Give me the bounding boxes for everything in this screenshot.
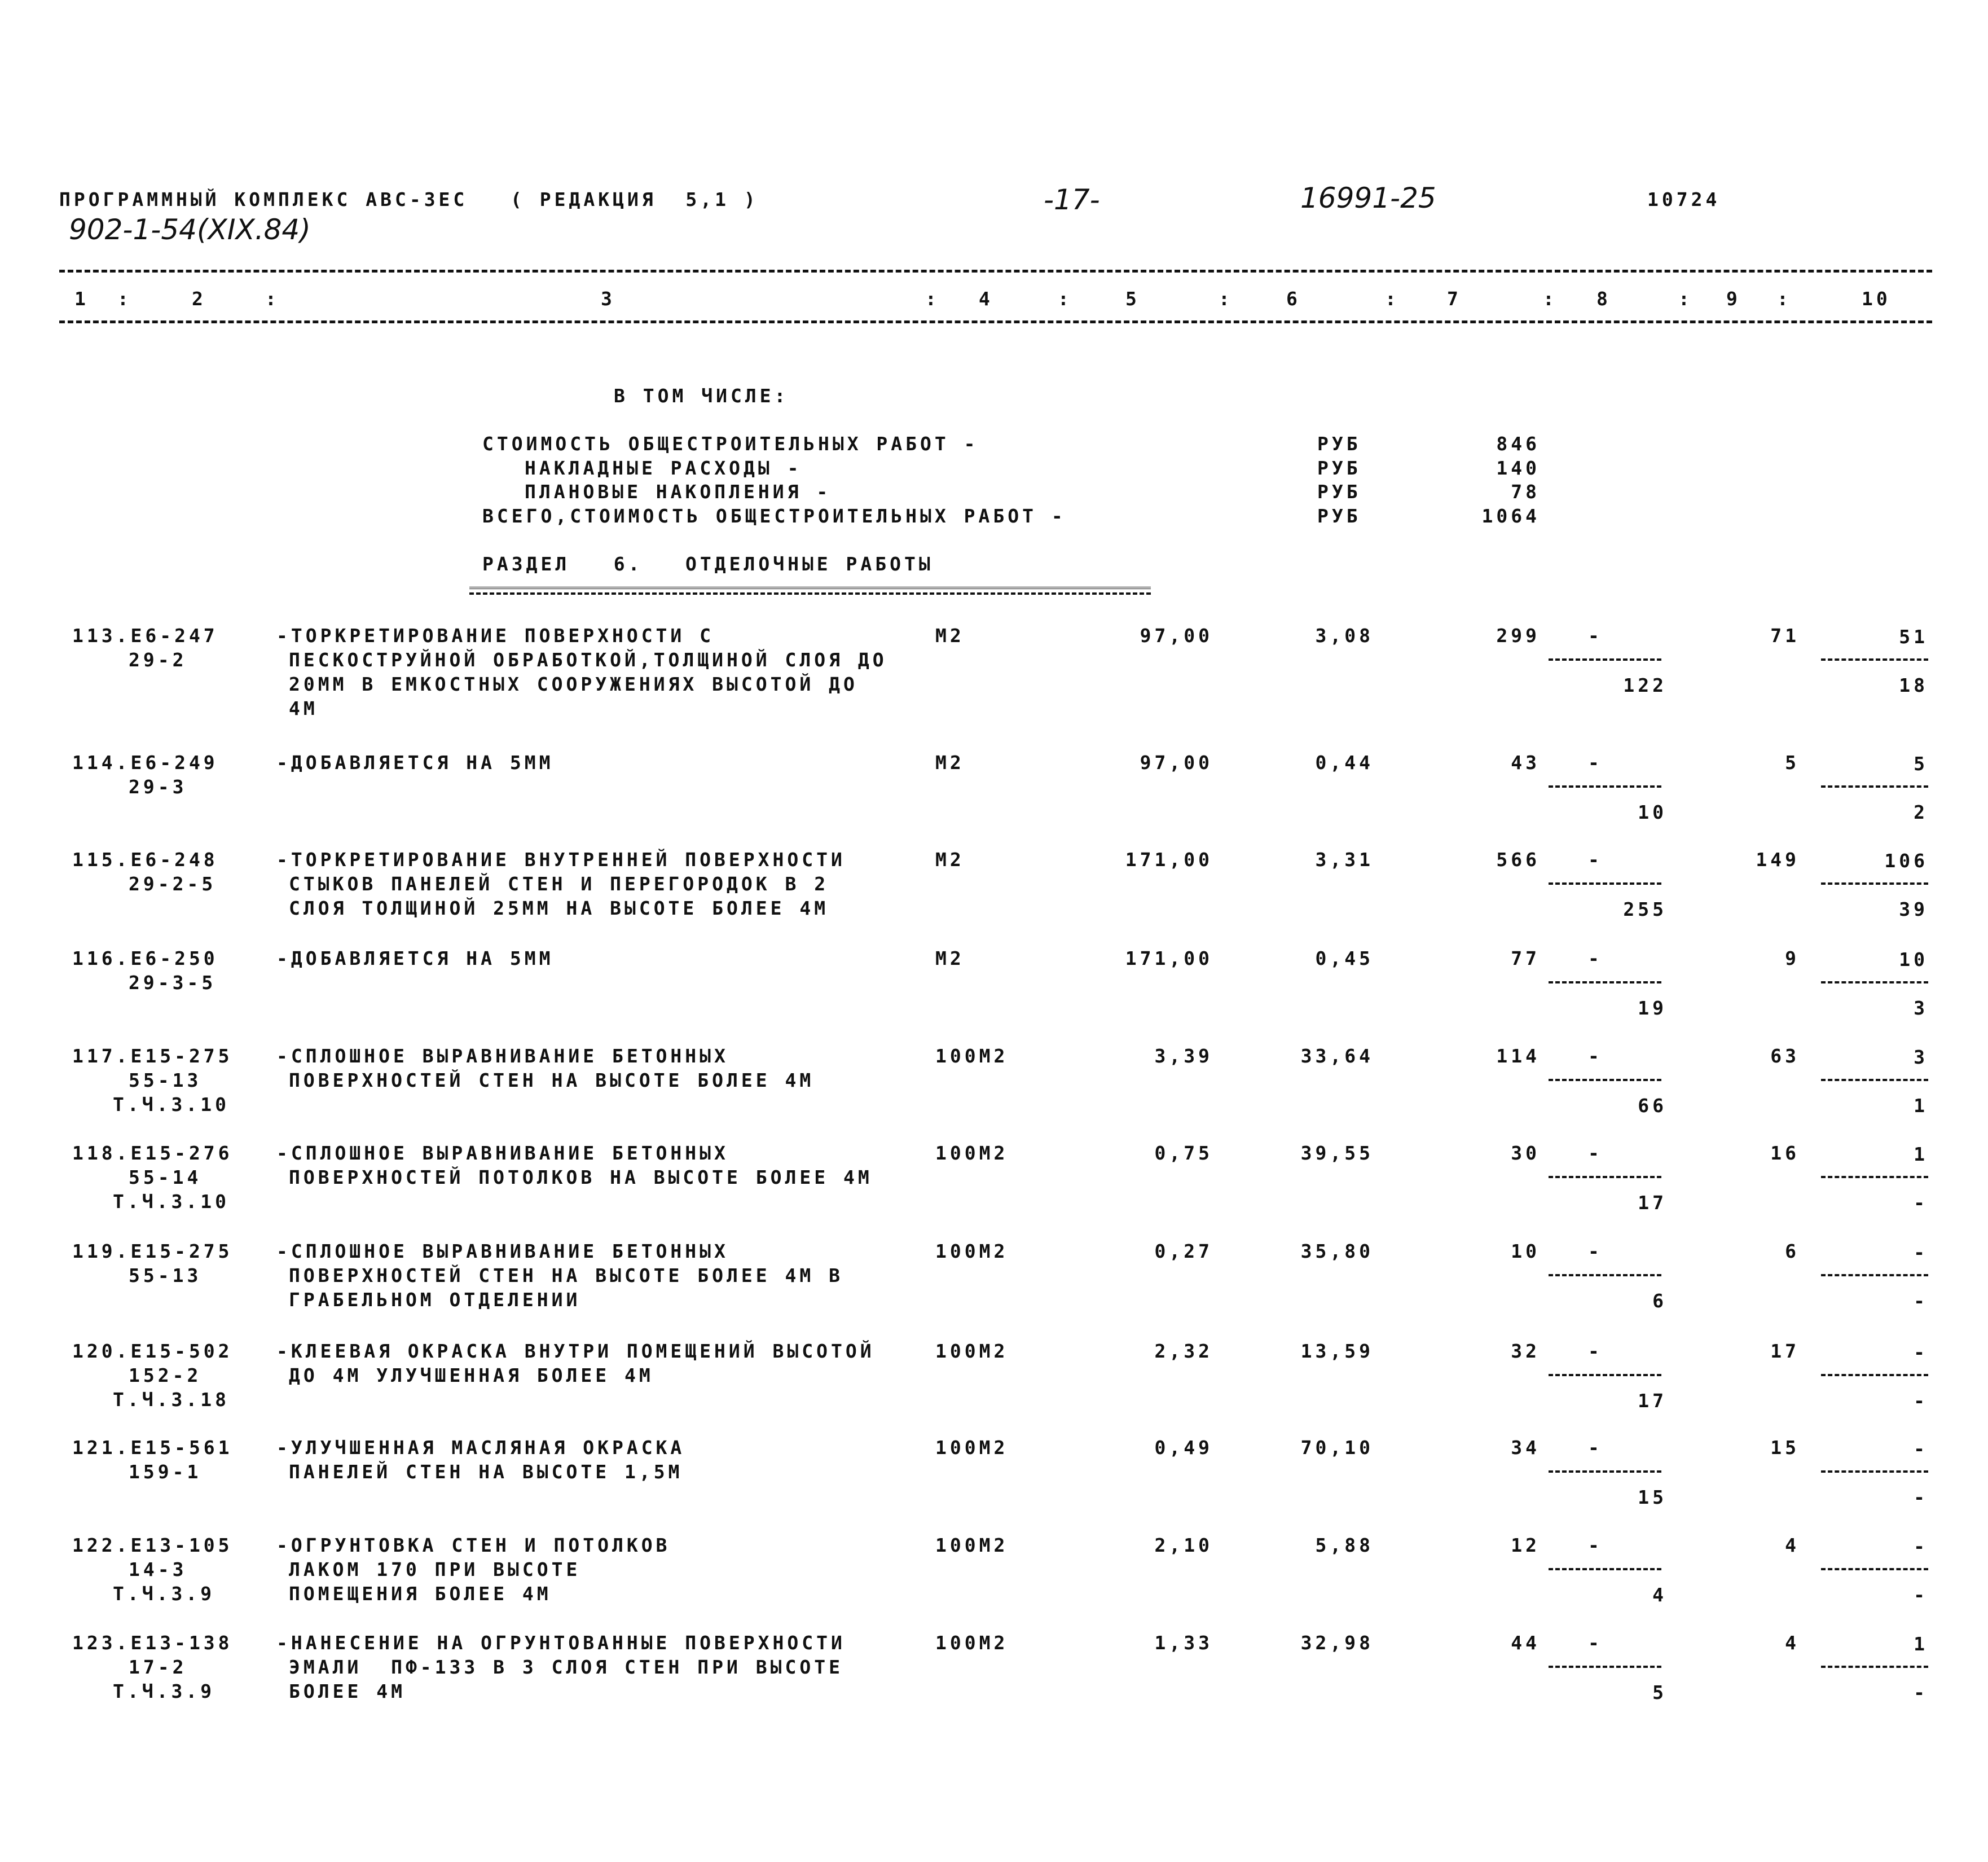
- row-col9: 63: [1770, 1045, 1800, 1067]
- handwritten-project: 902-1-54(XIX.84): [69, 213, 311, 246]
- row-code: 120.Е15-502: [72, 1340, 233, 1362]
- row-total: 114: [1496, 1045, 1540, 1067]
- row-code: Т.Ч.3.18: [113, 1389, 230, 1411]
- row-unit: 100М2: [935, 1437, 1009, 1459]
- column-number-4: 4: [979, 288, 993, 310]
- row-unit: 100М2: [935, 1534, 1009, 1556]
- row-quantity: 0,27: [1154, 1240, 1213, 1262]
- summary-value: 140: [1496, 457, 1540, 479]
- column-separator: :: [265, 288, 280, 310]
- column-separator: :: [1219, 288, 1233, 310]
- row-unit-price: 3,31: [1315, 849, 1374, 871]
- row-col10-bottom: 1: [1914, 1095, 1928, 1117]
- row-col8-top: -: [1588, 1437, 1603, 1459]
- row-col10-divider: [1821, 882, 1928, 885]
- row-description: ЭМАЛИ ПФ-133 В 3 СЛОЯ СТЕН ПРИ ВЫСОТЕ: [289, 1656, 843, 1678]
- row-col9: 71: [1770, 625, 1800, 647]
- row-col8-divider: [1549, 1568, 1661, 1570]
- row-col8-divider: [1549, 882, 1661, 885]
- summary-unit: РУБ: [1317, 505, 1361, 527]
- summary-label: НАКЛАДНЫЕ РАСХОДЫ -: [525, 457, 802, 479]
- row-quantity: 97,00: [1140, 625, 1213, 647]
- row-col10-divider: [1821, 1374, 1928, 1376]
- row-total: 30: [1511, 1142, 1540, 1164]
- row-col8-divider: [1549, 1079, 1661, 1081]
- row-col10-bottom: 39: [1899, 898, 1928, 920]
- row-description: ЛАКОМ 170 ПРИ ВЫСОТЕ: [289, 1558, 581, 1580]
- row-unit: М2: [935, 625, 965, 647]
- row-description: -СПЛОШНОЕ ВЫРАВНИВАНИЕ БЕТОННЫХ: [276, 1142, 729, 1164]
- row-quantity: 2,32: [1154, 1340, 1213, 1362]
- row-unit: 100М2: [935, 1240, 1009, 1262]
- column-number-7: 7: [1447, 288, 1462, 310]
- summary-label: ПЛАНОВЫЕ НАКОПЛЕНИЯ -: [525, 481, 832, 503]
- row-col8-top: -: [1588, 1045, 1603, 1067]
- row-col10-divider: [1821, 1470, 1928, 1473]
- row-code: 152-2: [129, 1364, 202, 1386]
- column-separator: :: [117, 288, 132, 310]
- row-description: -КЛЕЕВАЯ ОКРАСКА ВНУТРИ ПОМЕЩЕНИЙ ВЫСОТОЙ: [276, 1340, 875, 1362]
- row-unit: 100М2: [935, 1142, 1009, 1164]
- row-col8-divider: [1549, 785, 1661, 788]
- row-code: 14-3: [129, 1558, 187, 1580]
- row-unit-price: 0,45: [1315, 947, 1374, 969]
- row-col8-bottom: 17: [1638, 1192, 1667, 1214]
- row-col10-bottom: -: [1914, 1584, 1928, 1606]
- row-col9: 6: [1785, 1240, 1800, 1262]
- summary-unit: РУБ: [1317, 433, 1361, 455]
- row-description: -ТОРКРЕТИРОВАНИЕ ВНУТРЕННЕЙ ПОВЕРХНОСТИ: [276, 849, 846, 871]
- header-rule-bottom: [59, 320, 1932, 323]
- row-col10-top: 106: [1884, 850, 1928, 872]
- summary-unit: РУБ: [1317, 457, 1361, 479]
- row-code: 29-2-5: [129, 873, 217, 895]
- row-col10-divider: [1821, 981, 1928, 983]
- row-col8-divider: [1549, 1470, 1661, 1473]
- row-unit-price: 32,98: [1300, 1632, 1374, 1654]
- row-code: Т.Ч.3.10: [113, 1094, 230, 1116]
- row-col8-bottom: 66: [1638, 1095, 1667, 1117]
- row-total: 10: [1511, 1240, 1540, 1262]
- row-unit: 100М2: [935, 1045, 1009, 1067]
- section-underline: [469, 587, 1151, 595]
- row-col9: 15: [1770, 1437, 1800, 1459]
- row-col10-divider: [1821, 785, 1928, 788]
- page-number: -17-: [1044, 183, 1100, 216]
- row-code: Т.Ч.3.10: [113, 1191, 230, 1213]
- row-col9: 9: [1785, 947, 1800, 969]
- row-code: Т.Ч.3.9: [113, 1680, 215, 1702]
- row-code: 117.Е15-275: [72, 1045, 233, 1067]
- row-col10-top: -: [1914, 1438, 1928, 1460]
- column-separator: :: [925, 288, 940, 310]
- row-col10-divider: [1821, 1079, 1928, 1081]
- row-col8-top: -: [1588, 1632, 1603, 1654]
- handwritten-code: 16991-25: [1300, 182, 1436, 214]
- row-col8-divider: [1549, 1374, 1661, 1376]
- row-col10-top: 5: [1914, 753, 1928, 775]
- row-description: -ДОБАВЛЯЕТСЯ НА 5ММ: [276, 947, 554, 969]
- row-col10-divider: [1821, 1568, 1928, 1570]
- row-description: -СПЛОШНОЕ ВЫРАВНИВАНИЕ БЕТОННЫХ: [276, 1240, 729, 1262]
- row-unit: 100М2: [935, 1632, 1009, 1654]
- row-col8-top: -: [1588, 947, 1603, 969]
- column-number-6: 6: [1286, 288, 1301, 310]
- row-description: ГРАБЕЛЬНОМ ОТДЕЛЕНИИ: [289, 1289, 581, 1311]
- row-col10-top: 1: [1914, 1633, 1928, 1655]
- row-code: 159-1: [129, 1461, 202, 1483]
- row-description: -СПЛОШНОЕ ВЫРАВНИВАНИЕ БЕТОННЫХ: [276, 1045, 729, 1067]
- row-unit-price: 3,08: [1315, 625, 1374, 647]
- row-description: ПОВЕРХНОСТЕЙ СТЕН НА ВЫСОТЕ БОЛЕЕ 4М: [289, 1069, 815, 1091]
- row-description: ПОВЕРХНОСТЕЙ ПОТОЛКОВ НА ВЫСОТЕ БОЛЕЕ 4М: [289, 1166, 873, 1188]
- row-col8-top: -: [1588, 1340, 1603, 1362]
- row-quantity: 2,10: [1154, 1534, 1213, 1556]
- row-total: 34: [1511, 1437, 1540, 1459]
- column-number-5: 5: [1125, 288, 1140, 310]
- column-separator: :: [1777, 288, 1792, 310]
- row-col10-bottom: -: [1914, 1681, 1928, 1703]
- row-unit-price: 13,59: [1300, 1340, 1374, 1362]
- row-description: ДО 4М УЛУЧШЕННАЯ БОЛЕЕ 4М: [289, 1364, 654, 1386]
- row-col10-top: 1: [1914, 1143, 1928, 1165]
- row-quantity: 3,39: [1154, 1045, 1213, 1067]
- row-unit: М2: [935, 849, 965, 871]
- row-description: 4М: [289, 697, 318, 719]
- row-quantity: 97,00: [1140, 752, 1213, 774]
- row-col9: 4: [1785, 1534, 1800, 1556]
- summary-value: 78: [1511, 481, 1540, 503]
- row-code: 122.Е13-105: [72, 1534, 233, 1556]
- row-col10-bottom: -: [1914, 1290, 1928, 1312]
- row-col10-top: 3: [1914, 1046, 1928, 1068]
- summary-unit: РУБ: [1317, 481, 1361, 503]
- row-col9: 4: [1785, 1632, 1800, 1654]
- row-unit-price: 0,44: [1315, 752, 1374, 774]
- row-code: 121.Е15-561: [72, 1437, 233, 1459]
- row-col10-divider: [1821, 658, 1928, 661]
- row-code: 29-2: [129, 649, 187, 671]
- row-total: 32: [1511, 1340, 1540, 1362]
- row-description: ПОВЕРХНОСТЕЙ СТЕН НА ВЫСОТЕ БОЛЕЕ 4М В: [289, 1264, 843, 1286]
- row-col10-top: -: [1914, 1241, 1928, 1263]
- row-col10-divider: [1821, 1666, 1928, 1668]
- row-col10-top: -: [1914, 1535, 1928, 1557]
- row-description: -ОГРУНТОВКА СТЕН И ПОТОЛКОВ: [276, 1534, 671, 1556]
- header-rule-top: [59, 270, 1932, 273]
- row-quantity: 171,00: [1125, 947, 1213, 969]
- row-description: БОЛЕЕ 4М: [289, 1680, 406, 1702]
- row-description: -ДОБАВЛЯЕТСЯ НА 5ММ: [276, 752, 554, 774]
- column-number-9: 9: [1726, 288, 1741, 310]
- row-code: 113.Е6-247: [72, 625, 218, 647]
- row-col9: 149: [1756, 849, 1800, 871]
- row-col10-divider: [1821, 1176, 1928, 1178]
- row-description: СЛОЯ ТОЛЩИНОЙ 25ММ НА ВЫСОТЕ БОЛЕЕ 4М: [289, 897, 829, 919]
- row-description: СТЫКОВ ПАНЕЛЕЙ СТЕН И ПЕРЕГОРОДОК В 2: [289, 873, 829, 895]
- row-code: 17-2: [129, 1656, 187, 1678]
- row-code: 123.Е13-138: [72, 1632, 233, 1654]
- row-total: 43: [1511, 752, 1540, 774]
- summary-label: ВСЕГО,СТОИМОСТЬ ОБЩЕСТРОИТЕЛЬНЫХ РАБОТ -: [482, 505, 1066, 527]
- row-col8-divider: [1549, 1274, 1661, 1276]
- summary-heading: В ТОМ ЧИСЛЕ:: [614, 385, 789, 407]
- summary-value: 846: [1496, 433, 1540, 455]
- row-total: 299: [1496, 625, 1540, 647]
- row-unit-price: 33,64: [1300, 1045, 1374, 1067]
- document-number: 10724: [1647, 188, 1721, 210]
- row-unit: М2: [935, 947, 965, 969]
- row-col10-bottom: 18: [1899, 674, 1928, 696]
- row-description: 20ММ В ЕМКОСТНЫХ СООРУЖЕНИЯХ ВЫСОТОЙ ДО: [289, 673, 858, 695]
- column-number-3: 3: [601, 288, 615, 310]
- row-code: 114.Е6-249: [72, 752, 218, 774]
- row-total: 77: [1511, 947, 1540, 969]
- row-code: 115.Е6-248: [72, 849, 218, 871]
- row-code: 116.Е6-250: [72, 947, 218, 969]
- row-total: 44: [1511, 1632, 1540, 1654]
- row-unit-price: 70,10: [1300, 1437, 1374, 1459]
- row-total: 566: [1496, 849, 1540, 871]
- row-col9: 17: [1770, 1340, 1800, 1362]
- row-col8-bottom: 15: [1638, 1486, 1667, 1508]
- row-col10-bottom: -: [1914, 1390, 1928, 1412]
- row-code: 55-13: [129, 1264, 202, 1286]
- summary-value: 1064: [1481, 505, 1540, 527]
- column-number-8: 8: [1596, 288, 1611, 310]
- row-col8-bottom: 19: [1638, 997, 1667, 1019]
- row-description: ПАНЕЛЕЙ СТЕН НА ВЫСОТЕ 1,5М: [289, 1461, 683, 1483]
- column-separator: :: [1543, 288, 1558, 310]
- row-col8-top: -: [1588, 1534, 1603, 1556]
- column-number-2: 2: [192, 288, 206, 310]
- row-code: 55-13: [129, 1069, 202, 1091]
- row-col8-top: -: [1588, 625, 1603, 647]
- row-description: -ТОРКРЕТИРОВАНИЕ ПОВЕРХНОСТИ С: [276, 625, 715, 647]
- edition: ( РЕДАКЦИЯ 5,1 ): [511, 188, 759, 210]
- row-code: 119.Е15-275: [72, 1240, 233, 1262]
- row-col10-top: -: [1914, 1341, 1928, 1363]
- column-separator: :: [1678, 288, 1693, 310]
- row-unit: 100М2: [935, 1340, 1009, 1362]
- row-code: 29-3: [129, 776, 187, 798]
- row-col8-top: -: [1588, 849, 1603, 871]
- row-code: 29-3-5: [129, 972, 217, 994]
- row-col9: 16: [1770, 1142, 1800, 1164]
- row-unit-price: 5,88: [1315, 1534, 1374, 1556]
- row-col10-top: 10: [1899, 948, 1928, 970]
- row-col8-divider: [1549, 1176, 1661, 1178]
- row-col10-bottom: 3: [1914, 997, 1928, 1019]
- row-quantity: 0,75: [1154, 1142, 1213, 1164]
- section-title: ОТДЕЛОЧНЫЕ РАБОТЫ: [685, 553, 934, 575]
- column-number-1: 1: [74, 288, 89, 310]
- row-description: -УЛУЧШЕННАЯ МАСЛЯНАЯ ОКРАСКА: [276, 1437, 685, 1459]
- row-col8-bottom: 122: [1623, 674, 1667, 696]
- row-unit: М2: [935, 752, 965, 774]
- row-col8-divider: [1549, 1666, 1661, 1668]
- row-col10-bottom: -: [1914, 1192, 1928, 1214]
- row-col8-bottom: 17: [1638, 1390, 1667, 1412]
- row-col8-bottom: 255: [1623, 898, 1667, 920]
- row-col10-divider: [1821, 1274, 1928, 1276]
- row-code: Т.Ч.3.9: [113, 1583, 215, 1605]
- row-col8-bottom: 4: [1652, 1584, 1667, 1606]
- row-unit-price: 35,80: [1300, 1240, 1374, 1262]
- section-number: РАЗДЕЛ 6.: [482, 553, 643, 575]
- row-description: -НАНЕСЕНИЕ НА ОГРУНТОВАННЫЕ ПОВЕРХНОСТИ: [276, 1632, 846, 1654]
- row-quantity: 1,33: [1154, 1632, 1213, 1654]
- row-col8-divider: [1549, 981, 1661, 983]
- row-unit-price: 39,55: [1300, 1142, 1374, 1164]
- row-col8-bottom: 10: [1638, 801, 1667, 823]
- row-code: 55-14: [129, 1166, 202, 1188]
- row-col8-top: -: [1588, 752, 1603, 774]
- row-col8-divider: [1549, 658, 1661, 661]
- row-total: 12: [1511, 1534, 1540, 1556]
- row-quantity: 0,49: [1154, 1437, 1213, 1459]
- row-quantity: 171,00: [1125, 849, 1213, 871]
- program-name: ПРОГРАММНЫЙ КОМПЛЕКС АВС-ЗЕС: [59, 188, 468, 210]
- row-code: 118.Е15-276: [72, 1142, 233, 1164]
- row-col10-bottom: -: [1914, 1486, 1928, 1508]
- row-col8-bottom: 5: [1652, 1681, 1667, 1703]
- row-col8-top: -: [1588, 1142, 1603, 1164]
- row-col10-bottom: 2: [1914, 801, 1928, 823]
- row-description: ПЕСКОСТРУЙНОЙ ОБРАБОТКОЙ,ТОЛЩИНОЙ СЛОЯ ДО: [289, 649, 887, 671]
- summary-label: СТОИМОСТЬ ОБЩЕСТРОИТЕЛЬНЫХ РАБОТ -: [482, 433, 979, 455]
- column-separator: :: [1058, 288, 1072, 310]
- row-col8-top: -: [1588, 1240, 1603, 1262]
- row-col9: 5: [1785, 752, 1800, 774]
- row-col8-bottom: 6: [1652, 1290, 1667, 1312]
- row-description: ПОМЕЩЕНИЯ БОЛЕЕ 4М: [289, 1583, 552, 1605]
- row-col10-top: 51: [1899, 626, 1928, 648]
- column-number-10: 10: [1862, 288, 1891, 310]
- column-separator: :: [1385, 288, 1400, 310]
